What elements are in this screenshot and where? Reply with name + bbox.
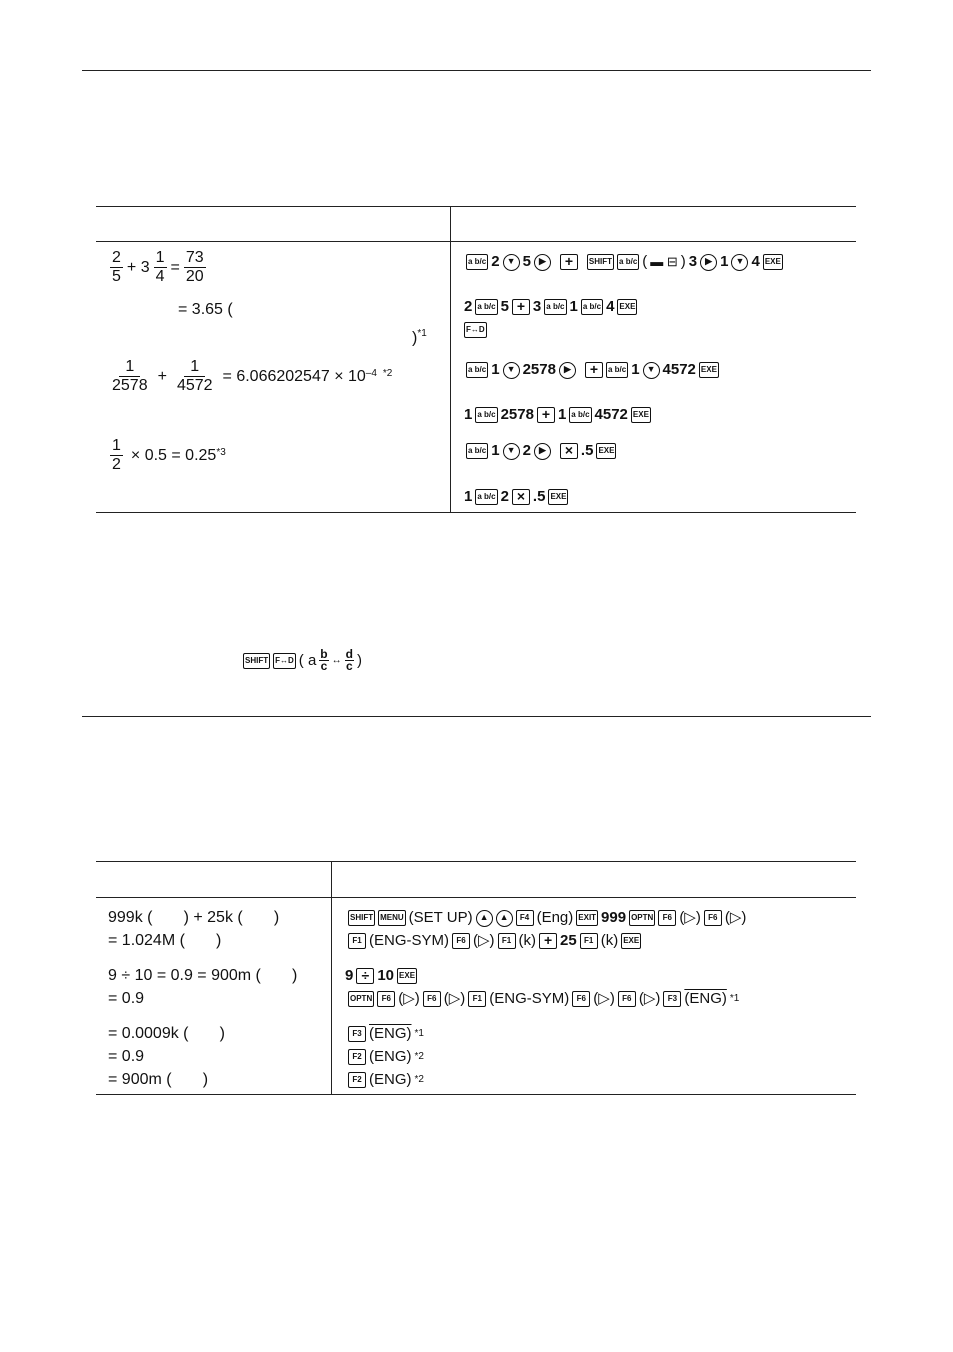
fraction — [184, 249, 206, 286]
t2-row1-keys1 — [348, 909, 746, 927]
exe-key-icon[interactable]: EXE — [699, 362, 719, 378]
label: ( a — [298, 651, 317, 669]
t1-row1-expr — [108, 249, 208, 286]
table2-top-rule — [96, 861, 856, 862]
table2-header-rule — [96, 897, 856, 898]
label: (▷) — [724, 909, 747, 926]
label: (ENG-SYM) — [489, 990, 570, 1007]
down-arrow-key-icon[interactable]: ▼ — [503, 254, 520, 271]
numerator: 2 — [112, 249, 121, 266]
digit: 1 — [631, 361, 640, 378]
digit: 2 — [464, 298, 473, 315]
t2-row3-keys1 — [348, 1025, 424, 1043]
right-arrow-key-icon[interactable]: ▶ — [559, 362, 576, 379]
denominator: 4572 — [176, 377, 213, 394]
f2-key-icon[interactable]: F2 — [348, 1072, 366, 1088]
fraction — [345, 649, 354, 672]
times-key-icon[interactable]: × — [512, 489, 530, 505]
footnote-mark: *2 — [414, 1051, 424, 1062]
exe-key-icon[interactable]: EXE — [763, 254, 783, 270]
up-arrow-key-icon[interactable]: ▲ — [476, 910, 493, 927]
shift-key-icon[interactable]: SHIFT — [243, 653, 270, 669]
digit: 5 — [500, 298, 509, 315]
digit: .5 — [532, 488, 546, 505]
t2-row1-l2: = 1.024M ( ) — [108, 932, 222, 949]
f6-key-icon[interactable]: F6 — [658, 910, 676, 926]
t2-row2-l2: = 0.9 — [108, 990, 145, 1007]
fraction — [319, 649, 328, 672]
t1-row1-close — [412, 324, 427, 348]
footnote-mark: *2 — [382, 368, 393, 379]
f1-key-icon[interactable]: F1 — [348, 933, 366, 949]
down-arrow-key-icon[interactable]: ▼ — [503, 362, 520, 379]
denominator: c — [345, 659, 353, 673]
digit: 4572 — [662, 361, 696, 378]
frac-key-icon[interactable]: a b/c — [466, 254, 488, 270]
f6-key-icon[interactable]: F6 — [452, 933, 470, 949]
numerator: 1 — [119, 358, 140, 377]
f6-key-icon[interactable]: F6 — [423, 991, 441, 1007]
digit: 2 — [522, 442, 531, 459]
digit: 3 — [532, 298, 542, 315]
f2-key-icon[interactable]: F2 — [348, 1049, 366, 1065]
t1-row3-keys1 — [466, 442, 616, 460]
t1-row1-decimal: = 3.65 ( — [178, 301, 233, 318]
right-arrow-key-icon[interactable]: ▶ — [534, 254, 551, 271]
numerator: b — [320, 647, 328, 661]
frac-key-icon[interactable]: a b/c — [466, 362, 488, 378]
t2-row3-keys3 — [348, 1071, 424, 1089]
digit: 4 — [606, 298, 615, 315]
label: (▷) — [593, 990, 615, 1007]
operator: + — [157, 367, 167, 385]
fraction — [110, 358, 150, 395]
t1-row2-keys1 — [466, 361, 719, 379]
denominator: 4 — [155, 268, 165, 285]
mixed-fraction-icon: ▬ ⊟ — [650, 254, 678, 269]
equals: = — [170, 258, 180, 276]
t2-row3-l3: = 900m ( ) — [108, 1071, 209, 1088]
plus-key-icon[interactable]: + — [560, 254, 578, 270]
plus-key-icon[interactable]: + — [585, 362, 603, 378]
denominator: 2 — [112, 456, 121, 473]
paren: ) — [680, 253, 686, 270]
t1-row1-keys1 — [466, 253, 783, 271]
digit: 2 — [491, 253, 500, 270]
shift-key-icon[interactable]: SHIFT — [587, 254, 614, 270]
f1-key-icon[interactable]: F1 — [498, 933, 516, 949]
frac-key-icon[interactable]: a b/c — [475, 299, 497, 315]
digit: 25 — [560, 932, 577, 949]
numerator: 1 — [112, 437, 121, 454]
t2-row2-l1: 9 ÷ 10 = 0.9 = 900m ( ) — [108, 967, 298, 984]
digit: 1 — [464, 488, 473, 505]
table2-bottom-rule — [96, 1094, 856, 1095]
digit: 2578 — [500, 406, 534, 423]
fd-key-icon[interactable]: F↔D — [464, 322, 487, 338]
t2-row1-keys2 — [348, 932, 641, 950]
table1-divider — [450, 206, 451, 512]
exe-key-icon[interactable]: EXE — [397, 968, 417, 984]
f3-key-icon[interactable]: F3 — [663, 991, 681, 1007]
t1-row2-keys2 — [464, 406, 651, 424]
label: (▷) — [443, 990, 466, 1007]
table2-divider — [331, 861, 332, 1094]
down-arrow-key-icon[interactable]: ▼ — [731, 254, 748, 271]
shift-key-icon[interactable]: SHIFT — [348, 910, 375, 926]
fraction — [110, 437, 123, 474]
digit: 2 — [500, 488, 509, 505]
exe-key-icon[interactable]: EXE — [617, 299, 637, 315]
label: (SET UP) — [408, 909, 473, 926]
t1-row3-keys2 — [464, 488, 568, 506]
frac-key-icon[interactable]: a b/c — [475, 489, 497, 505]
denominator: c — [320, 659, 328, 673]
t2-row3-keys2 — [348, 1048, 424, 1066]
f6-key-icon[interactable]: F6 — [618, 991, 636, 1007]
f6-key-icon[interactable]: F6 — [377, 991, 395, 1007]
label: (ENG-SYM) — [369, 932, 449, 949]
frac-key-icon[interactable]: a b/c — [617, 254, 639, 270]
label: ) — [356, 651, 362, 669]
t2-row3-l1: = 0.0009k ( ) — [108, 1025, 225, 1042]
digit: 2578 — [522, 361, 556, 378]
f6-key-icon[interactable]: F6 — [704, 910, 722, 926]
digit: 9 — [345, 967, 354, 984]
f3-key-icon[interactable]: F3 — [348, 1026, 366, 1042]
plus-key-icon[interactable]: + — [539, 933, 557, 949]
t1-row1-keys3 — [464, 322, 487, 338]
denominator: 2578 — [112, 377, 148, 394]
fd-key-icon[interactable]: F↔D — [273, 653, 296, 669]
fraction — [110, 249, 123, 286]
label: (ENG) — [684, 990, 727, 1007]
label: (Eng) — [536, 909, 574, 926]
f4-key-icon[interactable]: F4 — [516, 910, 534, 926]
plus-key-icon[interactable]: + — [512, 299, 530, 315]
exit-key-icon[interactable]: EXIT — [576, 910, 598, 926]
result: × 0.5 = 0.25 — [130, 446, 217, 464]
numerator: 1 — [184, 358, 205, 377]
table1-header-rule — [96, 241, 856, 242]
frac-key-icon[interactable]: a b/c — [569, 407, 591, 423]
f6-key-icon[interactable]: F6 — [572, 991, 590, 1007]
f1-key-icon[interactable]: F1 — [580, 933, 598, 949]
top-rule — [82, 70, 871, 71]
fd-note-line — [243, 649, 362, 672]
operator: + 3 — [126, 258, 150, 276]
label: (▷) — [679, 909, 701, 926]
digit: 1 — [491, 361, 500, 378]
label: (▷) — [473, 932, 495, 949]
table1-top-rule — [96, 206, 856, 207]
exe-key-icon[interactable]: EXE — [631, 407, 651, 423]
digit: 3 — [688, 253, 698, 270]
frac-key-icon[interactable]: a b/c — [606, 362, 628, 378]
digit: 999 — [601, 909, 627, 926]
footnote-mark: *1 — [414, 1028, 424, 1039]
label: (ENG) — [369, 1025, 412, 1042]
t1-row1-keys2 — [464, 298, 637, 316]
exe-key-icon[interactable]: EXE — [548, 489, 568, 505]
down-arrow-key-icon[interactable]: ▼ — [503, 443, 520, 460]
label: (k) — [518, 932, 537, 949]
digit: 1 — [569, 298, 578, 315]
table1-bottom-rule — [96, 512, 856, 513]
frac-key-icon[interactable]: a b/c — [466, 443, 488, 459]
up-arrow-key-icon[interactable]: ▲ — [496, 910, 513, 927]
divide-key-icon[interactable]: ÷ — [356, 968, 374, 984]
label: (ENG) — [369, 1071, 412, 1088]
menu-key-icon[interactable]: MENU — [378, 910, 406, 926]
optn-key-icon[interactable]: OPTN — [348, 991, 374, 1007]
denominator: 5 — [112, 268, 121, 285]
frac-key-icon[interactable]: a b/c — [544, 299, 566, 315]
close-paren: ) — [412, 329, 418, 347]
digit: 1 — [464, 406, 473, 423]
exponent: –4 — [365, 368, 377, 379]
t2-row1-l1: 999k ( ) + 25k ( ) — [108, 909, 280, 926]
section-rule — [82, 716, 871, 717]
exe-key-icon[interactable]: EXE — [621, 933, 641, 949]
t1-row2-expr — [108, 358, 392, 395]
denominator: 20 — [185, 268, 204, 285]
digit: .5 — [580, 442, 594, 459]
label: (▷) — [638, 990, 661, 1007]
digit: 1 — [720, 253, 729, 270]
times-key-icon[interactable]: × — [560, 443, 578, 459]
plus-key-icon[interactable]: + — [537, 407, 555, 423]
exe-key-icon[interactable]: EXE — [596, 443, 616, 459]
t2-row2-keys2 — [348, 990, 739, 1008]
numerator: d — [345, 647, 353, 661]
optn-key-icon[interactable]: OPTN — [629, 910, 655, 926]
numerator: 73 — [185, 249, 204, 266]
fraction — [154, 249, 167, 286]
double-arrow-icon: ↔ — [331, 654, 342, 666]
label: (k) — [600, 932, 619, 949]
t2-row2-keys1 — [345, 967, 417, 985]
t1-row3-expr — [108, 437, 226, 474]
footnote-mark: *3 — [216, 447, 226, 458]
digit: 1 — [557, 406, 567, 423]
footnote-mark: *1 — [729, 993, 740, 1004]
fraction — [175, 358, 215, 395]
digit: 1 — [491, 442, 500, 459]
frac-key-icon[interactable]: a b/c — [581, 299, 603, 315]
label: (▷) — [398, 990, 420, 1007]
digit: 10 — [377, 967, 395, 984]
frac-key-icon[interactable]: a b/c — [475, 407, 497, 423]
label: (ENG) — [369, 1048, 412, 1065]
paren: ( — [642, 253, 648, 270]
footnote-mark: *1 — [417, 328, 427, 339]
result: = 6.066202547 × 10 — [222, 367, 366, 385]
down-arrow-key-icon[interactable]: ▼ — [643, 362, 660, 379]
t2-row3-l2: = 0.9 — [108, 1048, 145, 1065]
digit: 4 — [751, 253, 760, 270]
footnote-mark: *2 — [414, 1074, 424, 1085]
digit: 5 — [522, 253, 531, 270]
right-arrow-key-icon[interactable]: ▶ — [700, 254, 717, 271]
right-arrow-key-icon[interactable]: ▶ — [534, 443, 551, 460]
f1-key-icon[interactable]: F1 — [468, 991, 486, 1007]
digit: 4572 — [594, 406, 628, 423]
numerator: 1 — [155, 249, 165, 266]
